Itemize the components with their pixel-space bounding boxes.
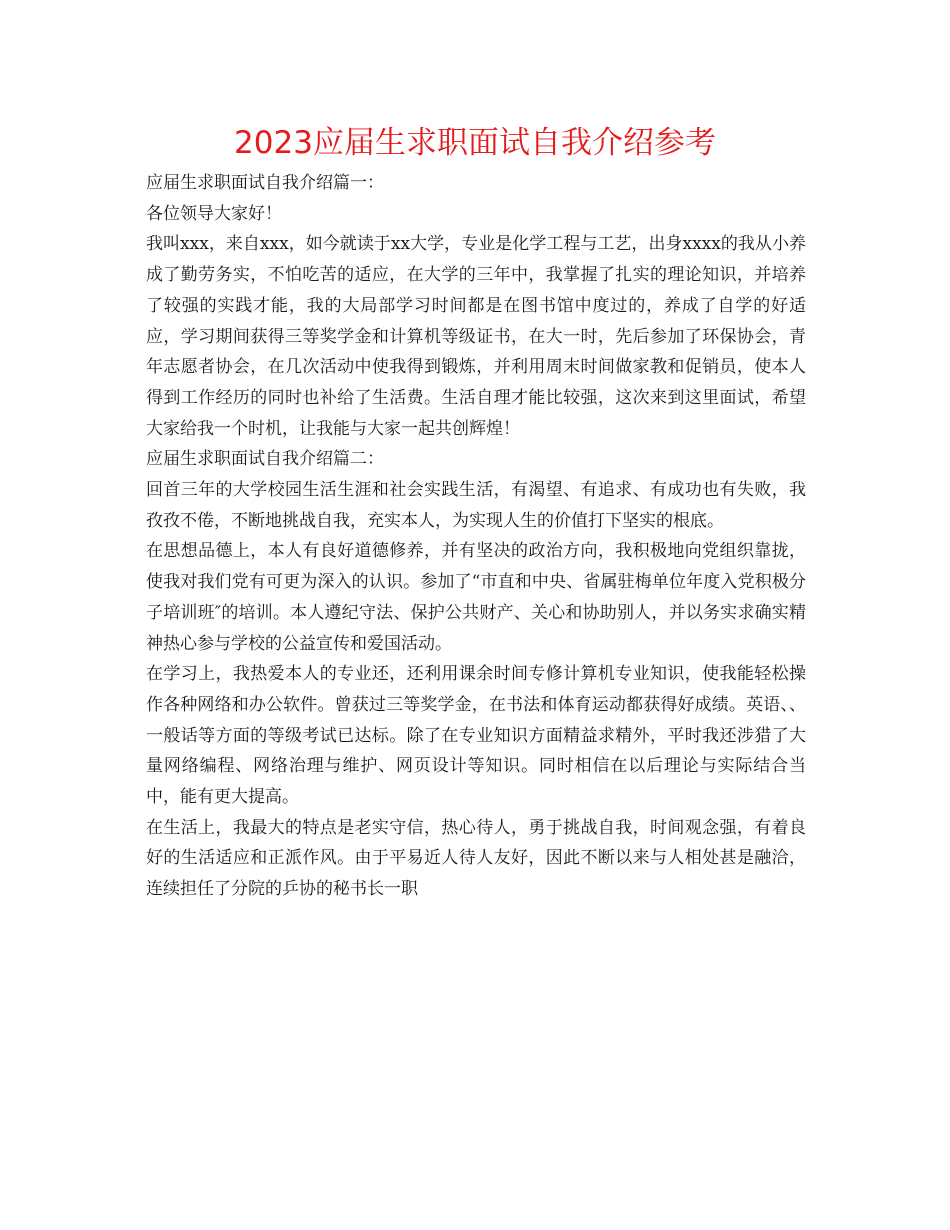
section-heading-2: 应届生求职面试自我介绍篇二： xyxy=(146,449,384,470)
life-paragraph: 在生活上，我最大的特点是老实守信，热心待人，勇于挑战自我，时间观念强，有着良好的生活适应和正派作风。由于平易近人待人友好，因此不断以来与人相处甚是融洽，连续担任了分院的乒协的秘书长一职 xyxy=(146,817,806,900)
document-title: 2023应届生求职面试自我介绍参考 xyxy=(234,125,716,161)
moral-paragraph: 在思想品德上，本人有良好道德修养，并有坚决的政治方向，我积极地向党组织靠拢，使我对我们党有可更为深入的认识。参加了“市直和中央、省属驻梅单位年度入党积极分子培训班″的培训。本人遵纪守法、保护公共财产、关心和协助别人，并以务实求确实精神热心参与学校的公益宣传和爱国活动。 xyxy=(146,541,806,654)
document-body xyxy=(146,168,806,905)
greeting-paragraph: 各位领导大家好！ xyxy=(146,203,282,224)
summary-paragraph: 回首三年的大学校园生活生涯和社会实践生活，有渴望、有追求、有成功也有失败，我孜孜不倦，不断地挑战自我，充实本人，为实现人生的价值打下坚实的根底。 xyxy=(146,480,806,531)
introduction-paragraph: 我叫xxx，来自xxx，如今就读于xx大学，专业是化学工程与工艺，出身xxxx的我从小养成了勤劳务实，不怕吃苦的适应，在大学的三年中，我掌握了扎实的理论知识，并培养了较强的实践才能，我的大局部学习时间都是在图书馆中度过的，养成了自学的好适应，学习期间获得三等奖学金和计算机等级证书，在大一时，先后参加了环保协会，青年志愿者协会，在几次活动中使我得到锻炼，并利用周末时间做家教和促销员，使本人得到工作经历的同时也补给了生活费。生活自理才能比较强，这次来到这里面试，希望大家给我一个时机，让我能与大家一起共创辉煌！ xyxy=(146,234,806,439)
study-paragraph: 在学习上，我热爱本人的专业还，还利用课余时间专修计算机专业知识，使我能轻松操作各种网络和办公软件。曾获过三等奖学金，在书法和体育运动都获得好成绩。英语、、一般话等方面的等级考试已达标。除了在专业知识方面精益求精外，平时我还涉猎了大量网络编程、网络治理与维护、网页设计等知识。同时相信在以后理论与实际结合当中，能有更大提高。 xyxy=(146,664,806,808)
section-heading-1: 应届生求职面试自我介绍篇一： xyxy=(146,173,384,193)
